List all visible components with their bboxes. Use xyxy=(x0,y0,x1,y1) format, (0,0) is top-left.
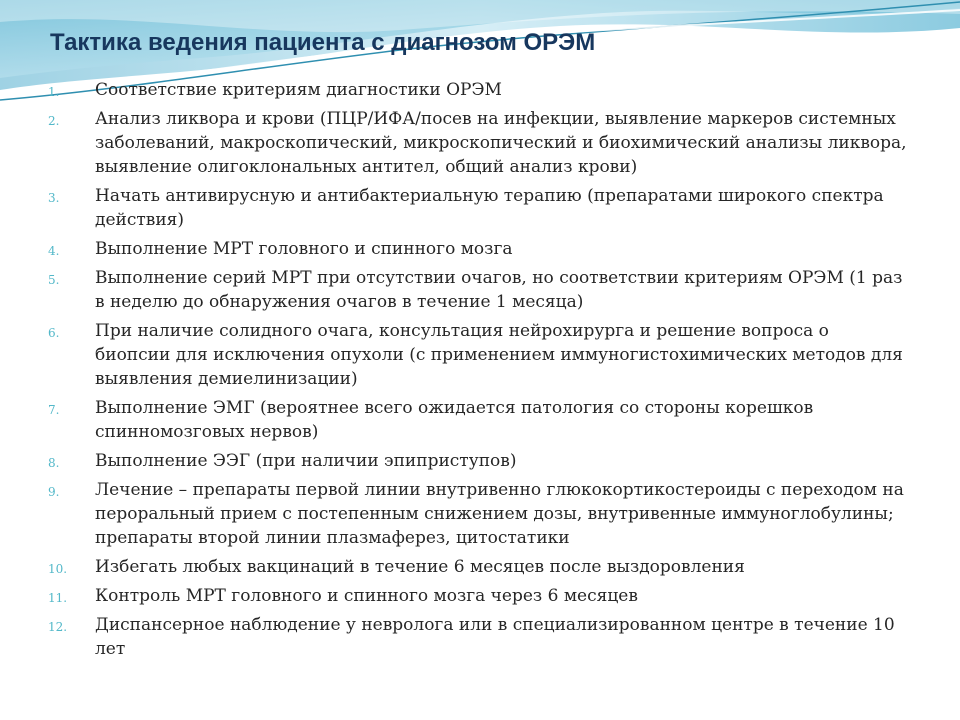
list-item xyxy=(48,184,908,232)
list-item xyxy=(48,478,908,550)
list-item-text: Выполнение МРТ головного и спинного мозга xyxy=(95,239,513,259)
list-item-number: 12. xyxy=(48,620,68,634)
list-item-number: 3. xyxy=(48,191,60,205)
tactics-list xyxy=(48,78,908,666)
list-item xyxy=(48,319,908,391)
list-item xyxy=(48,107,908,179)
list-item-text: Лечение – препараты первой линии внутривенно глюкокортикостероиды с переходом на пероральный прием с постепенным снижением дозы, внутривенные иммуноглобулины; препараты второй линии плазмаферез, цитостатики xyxy=(95,480,904,548)
list-item-text: Выполнение ЭЭГ (при наличии эпиприступов) xyxy=(95,451,517,471)
list-item xyxy=(48,555,908,579)
list-item-number: 8. xyxy=(48,456,60,470)
list-item-text: Выполнение ЭМГ (вероятнее всего ожидается патология со стороны корешков спинномозговых нервов) xyxy=(95,398,814,442)
list-item-text: Соответствие критериям диагностики ОРЭМ xyxy=(95,80,502,100)
list-item-text: Анализ ликвора и крови (ПЦР/ИФА/посев на инфекции, выявление маркеров системных заболеваний, макроскопический, микроскопический и биохимический анализы ликвора, выявление олигоклональных антител, общий анализ крови) xyxy=(95,109,907,177)
list-item-number: 2. xyxy=(48,114,60,128)
list-item-text: Начать антивирусную и антибактериальную терапию (препаратами широкого спектра действия) xyxy=(95,186,884,230)
slide-title: Тактика ведения пациента с диагнозом ОРЭМ xyxy=(50,29,596,56)
list-item-number: 6. xyxy=(48,326,60,340)
list-item-text: Диспансерное наблюдение у невролога или в специализированном центре в течение 10 лет xyxy=(95,615,895,659)
list-item xyxy=(48,449,908,473)
list-item xyxy=(48,78,908,102)
list-item-text: Контроль МРТ головного и спинного мозга через 6 месяцев xyxy=(95,586,638,606)
list-item-text: Выполнение серий МРТ при отсутствии очагов, но соответствии критериям ОРЭМ (1 раз в неделю до обнаружения очагов в течение 1 месяца) xyxy=(95,268,903,312)
list-item xyxy=(48,584,908,608)
list-item xyxy=(48,396,908,444)
list-item-number: 1. xyxy=(48,85,60,99)
list-item xyxy=(48,613,908,661)
list-item-number: 10. xyxy=(48,562,68,576)
list-item-text: При наличие солидного очага, консультация нейрохирурга и решение вопроса о биопсии для исключения опухоли (с применением иммуногистохимических методов для выявления демиелинизации) xyxy=(95,321,903,389)
list-item-number: 9. xyxy=(48,485,60,499)
list-item-number: 5. xyxy=(48,273,60,287)
list-item-text: Избегать любых вакцинаций в течение 6 месяцев после выздоровления xyxy=(95,557,745,577)
list-item-number: 7. xyxy=(48,403,60,417)
list-item xyxy=(48,266,908,314)
list-item-number: 11. xyxy=(48,591,68,605)
list-item-number: 4. xyxy=(48,244,60,258)
list-item xyxy=(48,237,908,261)
